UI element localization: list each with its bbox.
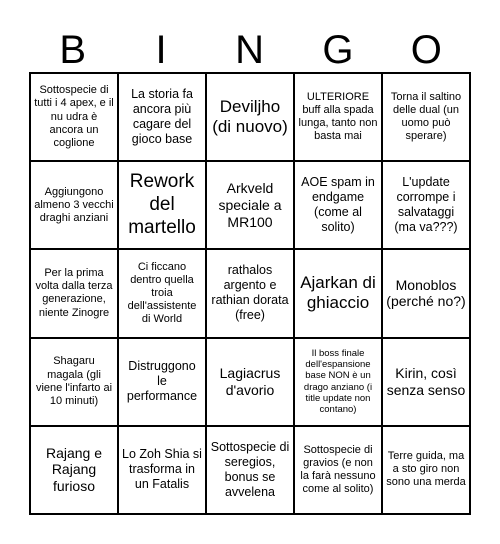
bingo-header xyxy=(29,28,471,72)
bingo-cell[interactable]: Per la prima volta dalla terza generazione, niente Zinogre xyxy=(31,250,119,338)
bingo-cell[interactable]: Kirin, così senza senso xyxy=(383,339,471,427)
bingo-cell[interactable]: Monoblos (perché no?) xyxy=(383,250,471,338)
header-letter-i: I xyxy=(155,28,168,72)
header-letter-n: N xyxy=(235,28,265,72)
bingo-cell[interactable]: Arkveld speciale a MR100 xyxy=(207,162,295,250)
bingo-cell[interactable]: Shagaru magala (gli viene l'infarto ai 10 minuti) xyxy=(31,339,119,427)
bingo-board xyxy=(29,72,471,515)
bingo-cell[interactable]: rathalos argento e rathian dorata (free) xyxy=(207,250,295,338)
bingo-cell[interactable]: Torna il saltino delle dual (un uomo può sperare) xyxy=(383,74,471,162)
bingo-cell[interactable]: Lagiacrus d'avorio xyxy=(207,339,295,427)
bingo-cell[interactable]: L'update corrompe i salvataggi (ma va???) xyxy=(383,162,471,250)
bingo-cell[interactable]: Il boss finale dell'espansione base NON è un drago anziano (i title update non contano) xyxy=(295,339,383,427)
bingo-cell[interactable]: La storia fa ancora più cagare del gioco base xyxy=(119,74,207,162)
bingo-cell[interactable]: Terre guida, ma a sto giro non sono una merda xyxy=(383,427,471,515)
bingo-cell[interactable]: Distruggono le performance xyxy=(119,339,207,427)
bingo-cell[interactable]: Rework del martello xyxy=(119,162,207,250)
header-letter-o: O xyxy=(410,28,443,72)
bingo-cell[interactable]: ULTERIORE buff alla spada lunga, tanto non basta mai xyxy=(295,74,383,162)
bingo-cell[interactable]: Lo Zoh Shia si trasforma in un Fatalis xyxy=(119,427,207,515)
bingo-cell[interactable]: Sottospecie di seregios, bonus se avvelena xyxy=(207,427,295,515)
header-letter-g: G xyxy=(322,28,355,72)
bingo-cell[interactable]: Rajang e Rajang furioso xyxy=(31,427,119,515)
header-letter-b: B xyxy=(59,28,88,72)
bingo-cell[interactable]: Deviljho (di nuovo) xyxy=(207,74,295,162)
bingo-cell[interactable]: Ajarkan di ghiaccio xyxy=(295,250,383,338)
bingo-cell[interactable]: AOE spam in endgame (come al solito) xyxy=(295,162,383,250)
bingo-cell[interactable]: Ci ficcano dentro quella troia dell'assistente di World xyxy=(119,250,207,338)
bingo-cell[interactable]: Aggiungono almeno 3 vecchi draghi anziani xyxy=(31,162,119,250)
bingo-cell[interactable]: Sottospecie di gravios (e non la farà nessuno come al solito) xyxy=(295,427,383,515)
bingo-cell[interactable]: Sottospecie di tutti i 4 apex, e il nu udra è ancora un coglione xyxy=(31,74,119,162)
